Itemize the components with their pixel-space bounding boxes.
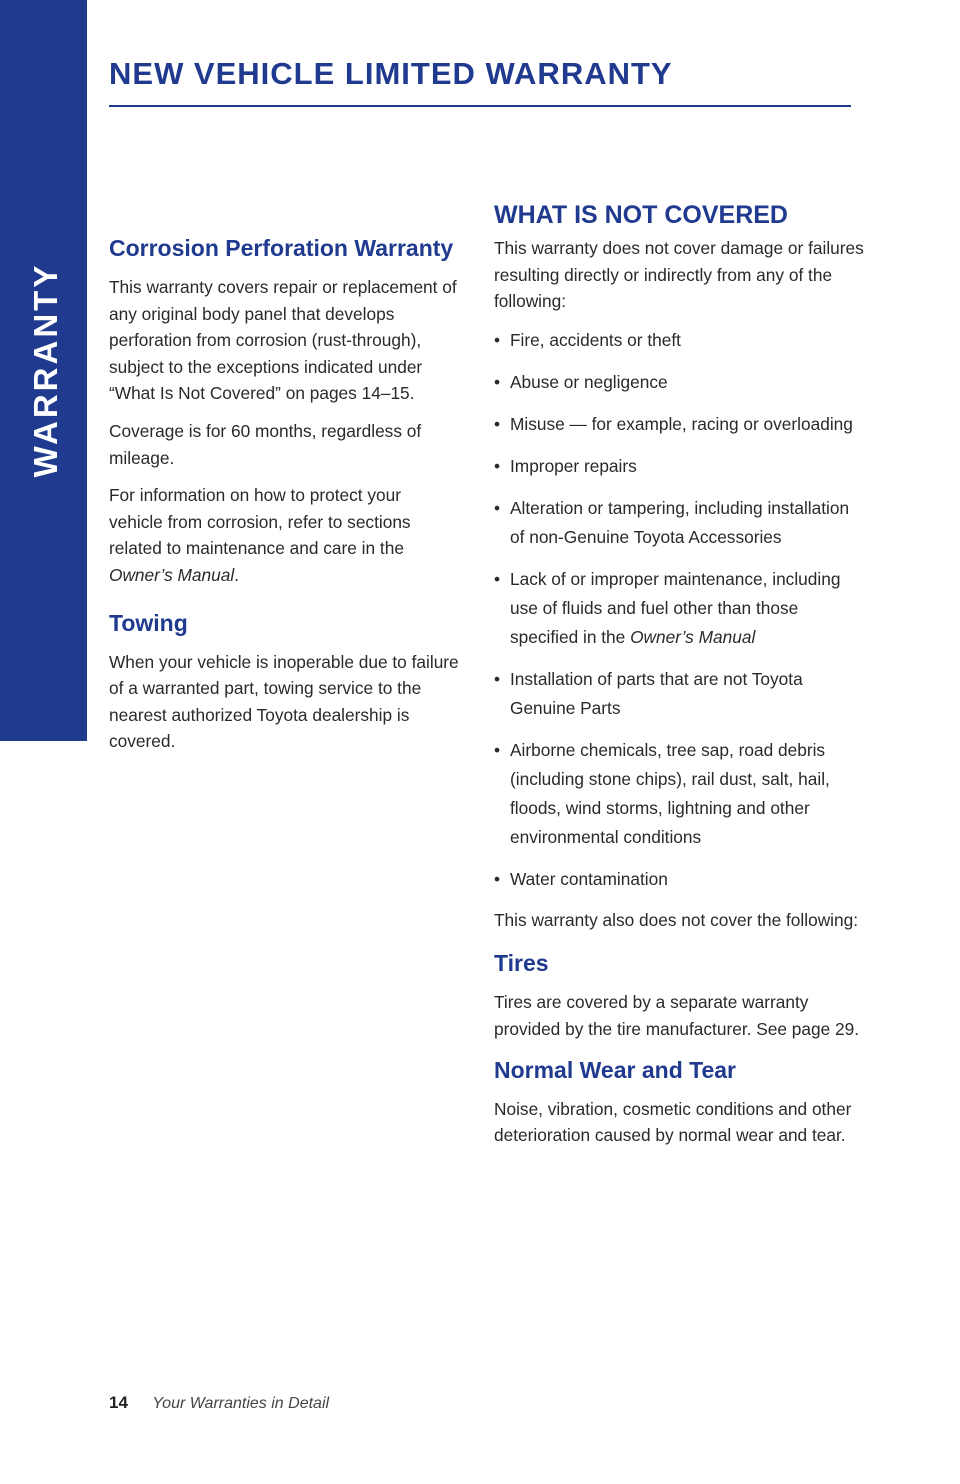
list-item: • Abuse or negligence [494, 368, 866, 397]
page-number: 14 [109, 1393, 128, 1412]
owners-manual-reference: Owner’s Manual [630, 626, 756, 647]
tires-section [494, 947, 866, 1042]
list-item: • Installation of parts that are not Toyota Genuine Parts [494, 665, 866, 723]
tires-paragraph: Tires are covered by a separate warranty provided by the tire manufacturer. See page 29. [494, 992, 860, 1039]
corrosion-paragraph-1: This warranty covers repair or replacement of any original body panel that develops perforation from corrosion (rust-through), subject to the exceptions indicated under “What Is Not Covered” on pages 14–15. [109, 277, 457, 404]
not-covered-intro: This warranty does not cover damage or failures resulting directly or indirectly from any of the following: [494, 238, 864, 312]
also-not-covered-text: This warranty also does not cover the following: [494, 909, 859, 930]
corrosion-paragraph-3-text: For information on how to protect your vehicle from corrosion, refer to sections related to maintenance and care in the [109, 485, 411, 559]
left-column [109, 232, 459, 766]
footer-text: Your Warranties in Detail [152, 1395, 330, 1412]
page-header [109, 56, 851, 92]
not-covered-list [494, 326, 866, 894]
wear-paragraph: Noise, vibration, cosmetic conditions and other deterioration caused by normal wear and tear. [494, 1098, 852, 1146]
list-item [494, 565, 866, 652]
owners-manual-reference: Owner’s Manual [109, 564, 235, 585]
towing-section [109, 607, 459, 755]
list-item: • Fire, accidents or theft [494, 326, 866, 355]
side-tab [0, 0, 87, 741]
list-item: • Water contamination [494, 865, 866, 894]
page-title: NEW VEHICLE LIMITED WARRANTY [109, 56, 673, 91]
wear-section [494, 1054, 866, 1149]
header-divider [109, 105, 851, 107]
list-item: • Misuse — for example, racing or overloading [494, 410, 866, 439]
corrosion-section [109, 232, 459, 589]
towing-paragraph: When your vehicle is inoperable due to failure of a warranted part, towing service to the nearest authorized Toyota dealership is covered. [109, 651, 459, 752]
corrosion-paragraph-2: Coverage is for 60 months, regardless of mileage. [109, 420, 422, 468]
wear-heading: Normal Wear and Tear [494, 1056, 737, 1083]
list-item: • Improper repairs [494, 452, 866, 481]
towing-heading: Towing [109, 609, 188, 636]
list-item: • Airborne chemicals, tree sap, road debris (including stone chips), rail dust, salt, hail, floods, wind storms, lightning and other environmental conditions [494, 736, 866, 852]
tires-heading: Tires [494, 950, 549, 977]
corrosion-paragraph-3-end: . [234, 564, 240, 585]
right-column [494, 199, 866, 1160]
list-item: • Alteration or tampering, including installation of non-Genuine Toyota Accessories [494, 494, 866, 552]
page-footer [109, 1393, 329, 1413]
not-covered-section [494, 199, 866, 933]
not-covered-heading: WHAT IS NOT COVERED [494, 201, 788, 229]
side-tab-label: WARRANTY [27, 262, 64, 478]
corrosion-heading: Corrosion Perforation Warranty [109, 235, 454, 261]
list-item-text: Lack of or improper maintenance, including use of fluids and fuel other than those specified in the [510, 568, 841, 647]
corrosion-paragraph-3 [109, 482, 459, 588]
